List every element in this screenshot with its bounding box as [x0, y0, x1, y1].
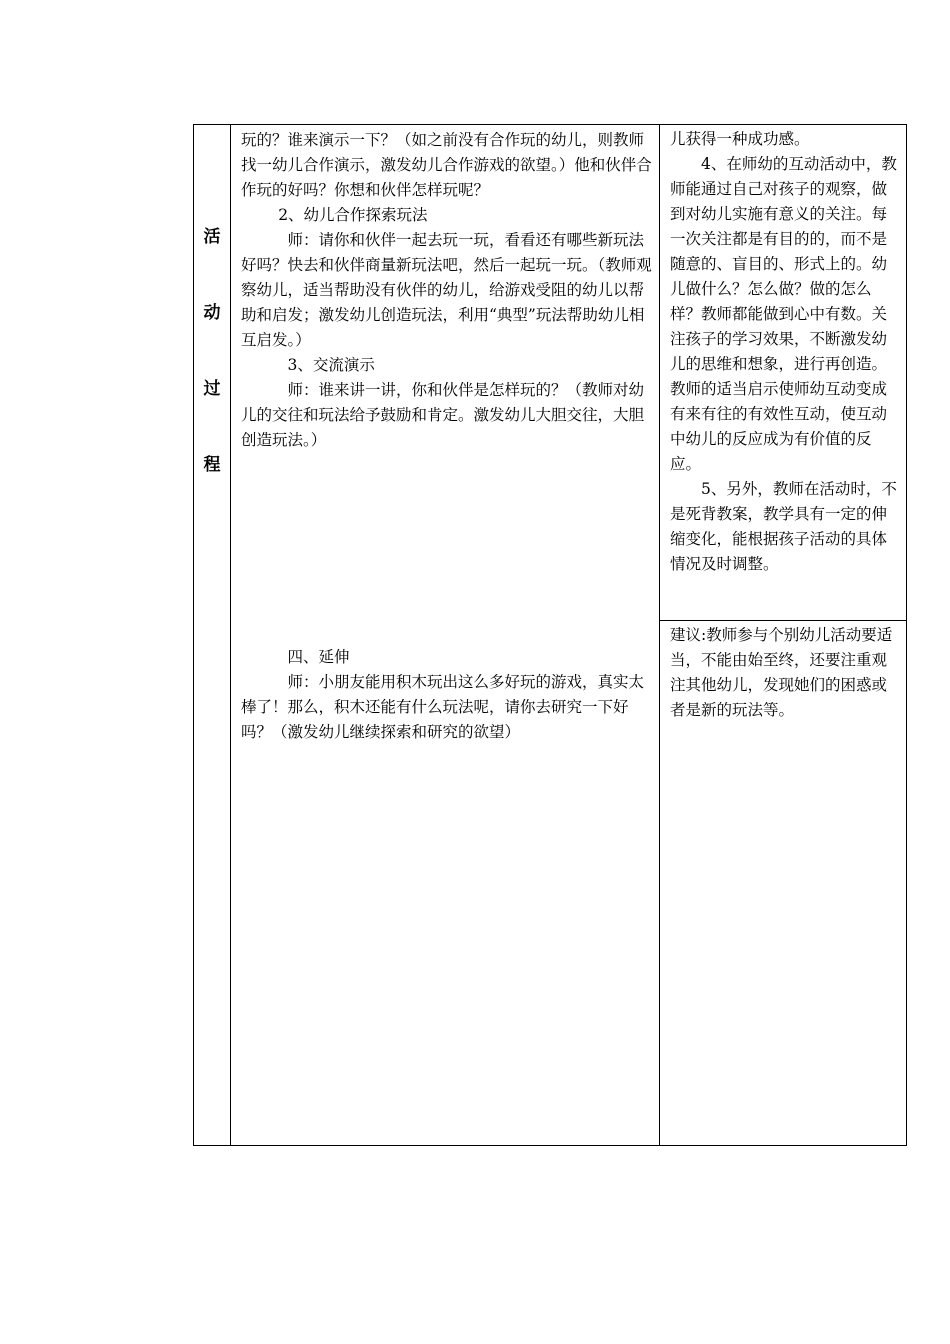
- step2-body: 师：请你和伙伴一起去玩一玩，看看还有哪些新玩法好吗？快去和伙伴商量新玩法吧，然后一起玩一玩。（教师观察幼儿，适当帮助没有伙伴的幼儿，给游戏受阻的幼儿以帮助和启发；激发幼儿创造玩法，利用“典型”玩法帮助幼儿相互启发。）: [241, 231, 652, 349]
- reflection-point-4: 4、在师幼的互动活动中，教师能通过自己对孩子的观察，做到对幼儿实施有意义的关注。每一次关注都是有目的的，而不是随意的、盲目的、形式上的。幼儿做什么？怎么做？做的怎么样？教师都能做到心中有数。关注孩子的学习效果，不断激发幼儿的思维和想象，进行再创造。教师的适当启示使师幼互动变成有来有往的有效性互动，使互动中幼儿的反应成为有价值的反应。: [670, 155, 897, 473]
- section-label-char: 动: [203, 303, 221, 323]
- activity-process-text: [231, 125, 659, 745]
- section-label-char: 过: [203, 379, 221, 399]
- blank-space: [241, 453, 653, 645]
- reflection-point-5: 5、另外，教师在活动时，不是死背教案，教学具有一定的伸缩变化，能根据孩子活动的具体情况及时调整。: [670, 480, 897, 573]
- reflection-notes: [660, 125, 906, 621]
- section-label-char: 程: [203, 455, 221, 475]
- suggestion-text: 建议:教师参与个别幼儿活动要适当，不能由始至终，还要注重观注其他幼儿，发现她们的困惑或者是新的玩法等。: [670, 626, 893, 719]
- section-label-char: 活: [203, 227, 221, 247]
- table-row: [194, 125, 907, 1146]
- section-label-cell: [194, 125, 231, 1146]
- lesson-table: [193, 124, 907, 1146]
- step2-title: 2、幼儿合作探索玩法: [278, 206, 428, 224]
- intro-paragraph: 玩的？谁来演示一下？（如之前没有合作玩的幼儿，则教师找一幼儿合作演示，激发幼儿合作游戏的欲望。）他和伙伴合作玩的好吗？你想和伙伴怎样玩呢？: [241, 131, 652, 199]
- reflection-continuation: 儿获得一种成功感。: [670, 130, 810, 148]
- activity-process-cell: [231, 125, 660, 1146]
- section-label: [194, 125, 230, 531]
- step3-body: 师：谁来讲一讲，你和伙伴是怎样玩的？（教师对幼儿的交往和玩法给予鼓励和肯定。激发幼儿大胆交往，大胆创造玩法。）: [241, 381, 645, 449]
- lesson-plan-sheet: [193, 124, 905, 1146]
- step4-title: 四、延伸: [287, 648, 350, 666]
- step4-body: 师：小朋友能用积木玩出这么多好玩的游戏，真实太棒了！那么，积木还能有什么玩法呢，请你去研究一下好吗？（激发幼儿继续探索和研究的欲望）: [241, 673, 645, 741]
- step3-title: 3、交流演示: [287, 356, 375, 374]
- suggestion-note: [660, 621, 906, 723]
- reflection-cell: [660, 125, 907, 1146]
